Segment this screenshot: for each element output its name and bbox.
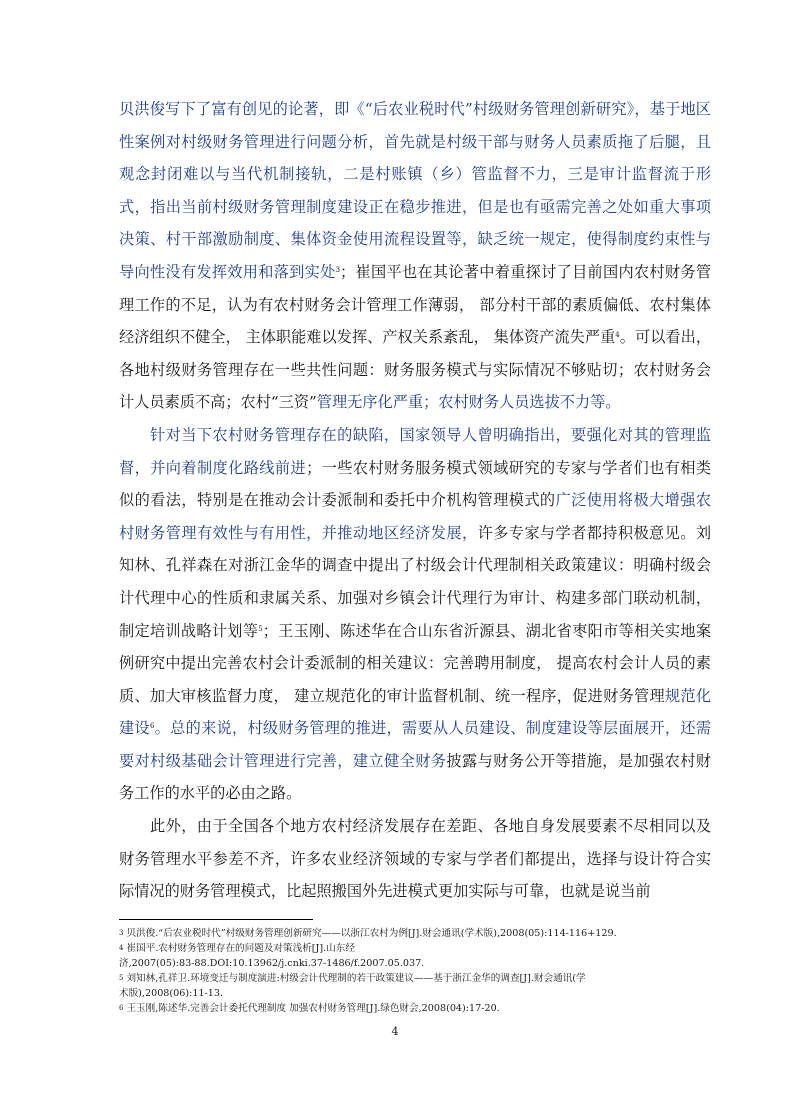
page-number: 4 xyxy=(391,1025,399,1038)
footnote-reference: 4 xyxy=(615,331,620,340)
body-paragraph xyxy=(119,93,711,419)
text-run: ；崔国平也在其论著中着重探讨了目前国内农村财务管理工作的不足，认为有农村财务会计管理工作薄弱， 部分村干部的素质偏低、农村集体经济组织不健全， 主体职能难以发挥、产权关系紊乱， 集体资产流失严重 xyxy=(119,262,711,347)
footnote-line xyxy=(119,926,711,941)
body-paragraph xyxy=(119,810,711,908)
footnote-text: 济,2007(05):83-88.DOI:10.13962/j.cnki.37-1486/f.2007.05.037. xyxy=(119,958,425,969)
text-run: 针对当下农村财务管理存在的缺陷，国家领导人曾明确指出，要强化对其的管理监督，并向着制度化路线前进 xyxy=(119,425,711,477)
footnote-text: 刘知林,孔祥卫.环境变迁与制度演进:村级会计代理制的若干政策建议——基于浙江金华的调查[J].财会通讯(学 xyxy=(126,973,586,984)
text-run: ；一些农村财务服务模式领域研究的专家与学者们也有相类似的看法，特别是在推动会计委派制和委托中介机构管理模式的 xyxy=(119,458,712,510)
footnote-line xyxy=(119,1001,711,1016)
text-run: 披露与财务公开等措施，是加强农村财务工作的水平的必由之路。 xyxy=(119,751,712,803)
text-run: 管理无序化严重；农村财务人员选拔不力等。 xyxy=(316,393,621,412)
footnote-line xyxy=(119,971,711,986)
text-run: 。总的来说，村级财务管理的推进，需要从人员建设、制度建设等层面展开，还需要对村级基础会计管理进行完善，建立健全财务 xyxy=(119,719,712,770)
text-run: 规范化建设 xyxy=(119,686,712,738)
text-run: 。可以看出，各地村级财务管理存在一些共性问题：财务服务模式与实际情况不够贴切；农村财务会计人员素质不高；农村“三资” xyxy=(119,328,712,412)
footnote-text: 崔国平.农村财务管理存在的问题及对策浅析[J].山东经 xyxy=(126,943,355,954)
footnotes xyxy=(119,926,711,1016)
footnote-line xyxy=(119,956,711,971)
footnote-reference: 3 xyxy=(335,265,341,274)
footnote-number: 3 xyxy=(119,929,124,937)
footnote-text: 术版),2008(06):11-13. xyxy=(119,988,224,999)
body-text xyxy=(119,93,711,908)
text-run: 贝洪俊写下了富有创见的论著，即《“后农业税时代”村级财务管理创新研究》，基于地区性案例对村级财务管理进行问题分析，首先就是村级干部与财务人员素质拖了后腿，且观念封闭难以与当代机制接轨，二是村账镇（乡）管监督不力，三是审计监督流于形式，指出当前村级财务管理制度建设正在稳步推进，但是也有亟需完善之处如重大事项决策、村干部激励制度、集体资金使用流程设置等，缺乏统一规定，使得制度约束性与导向性没有发挥效用和落到实处 xyxy=(119,100,711,281)
text-run: 广泛使用将极大增强农村财务管理有效性与有用性，并推动地区经济发展， xyxy=(119,491,712,542)
footnote-number: 4 xyxy=(119,944,124,952)
footnote-number: 6 xyxy=(119,1004,124,1012)
footnote-text: 王玉刚,陈述华.完善会计委托代理制度 加强农村财务管理[J].绿色财会,2008(04):17-20. xyxy=(126,1003,500,1014)
footnote-reference: 6 xyxy=(149,722,155,731)
text-run: 此外，由于全国各个地方农村经济发展存在差距、各地自身发展要素不尽相同以及财务管理水平参差不齐，许多农业经济领域的专家与学者们都提出，选择与设计符合实际情况的财务管理模式，比起照搬国外先进模式更加实际与可靠，也就是说当前 xyxy=(119,817,711,901)
text-run: 许多专家与学者都持积极意见。刘知林、孔祥森在对浙江金华的调查中提出了村级会计代理制相关政策建议：明确村级会计代理中心的性质和隶属关系、加强对乡镇会计代理行为审计、构建多部门联动机制， 制定培训战略计划等 xyxy=(119,523,712,640)
footnote-text: 贝洪俊.“后农业税时代”村级财务管理创新研究——以浙江农村为例[J].财会通讯(学术版),2008(05):114-116+129. xyxy=(126,928,617,939)
footnote-line xyxy=(119,986,711,1001)
text-run: ；王玉刚、陈述华在合山东省沂源县、湖北省枣阳市等相关实地案例研究中提出完善农村会计委派制的相关建议：完善聘用制度， 提高农村会计人员的素质、加大审核监督力度， 建立规范化的审计监督机制、统一程序，促进财务管理 xyxy=(119,621,711,705)
body-paragraph xyxy=(119,419,711,810)
footnote-reference: 5 xyxy=(258,624,263,633)
footnote-line xyxy=(119,941,711,956)
footnote-separator xyxy=(119,919,313,920)
footnote-number: 5 xyxy=(119,974,124,982)
